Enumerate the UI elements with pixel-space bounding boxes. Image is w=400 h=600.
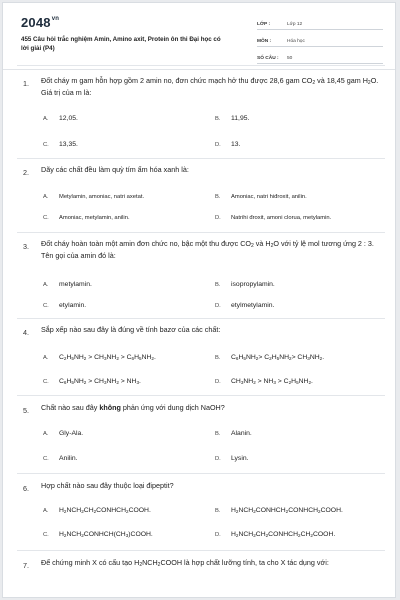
answer-option[interactable] [215, 354, 324, 361]
answer-option[interactable] [43, 194, 144, 200]
answer-option[interactable] [43, 302, 86, 309]
option-letter: A. [43, 282, 49, 288]
document-header [3, 3, 395, 70]
option-letter: B. [215, 282, 221, 288]
option-letter: D. [215, 215, 221, 221]
question-number: 1. [23, 79, 29, 88]
meta-row-mon [257, 34, 383, 47]
question-text: Dãy các chất đều làm quỳ tím ẩm hóa xanh là: [41, 165, 189, 174]
option-text: Amoniac, metylamin, anilin. [59, 215, 130, 221]
option-text: $H_2NCH_2CH_2CONHCH_2COOH$. [59, 507, 151, 514]
question-number: 7. [23, 561, 29, 570]
option-text: $C_2H_5NH_2 > CH_3NH_2 > C_6H_5NH_2$. [59, 354, 156, 361]
question-divider [17, 550, 385, 551]
answer-option[interactable] [43, 141, 78, 148]
option-text: 13,35. [59, 141, 78, 148]
question-divider [17, 65, 385, 66]
answer-option[interactable] [43, 531, 153, 538]
logo-text: 2048 [21, 15, 51, 30]
meta-label-socau: SỐ CÂU : [257, 56, 279, 61]
option-letter: D. [215, 303, 221, 309]
answer-option[interactable] [215, 378, 313, 385]
site-logo[interactable] [21, 15, 59, 30]
option-letter: D. [215, 456, 221, 462]
question-divider [17, 473, 385, 474]
answer-option[interactable] [215, 115, 249, 122]
option-text: 11,95. [231, 115, 250, 122]
answer-option[interactable] [215, 507, 343, 514]
meta-box [257, 17, 383, 68]
option-text: $H_2NCH_2CH_2CONHCH_2CH_2COOH$. [231, 531, 336, 538]
option-text: isopropylamin. [231, 281, 275, 288]
option-text: etylmetylamin. [231, 302, 275, 309]
option-text: 13. [231, 141, 241, 148]
answer-option[interactable] [215, 141, 240, 148]
meta-label-lop: LỚP : [257, 22, 271, 27]
meta-value-socau: 50 [287, 56, 293, 61]
option-text: Lysin. [231, 455, 249, 462]
question-number: 3. [23, 242, 29, 251]
option-letter: C. [43, 142, 49, 148]
option-letter: D. [215, 532, 221, 538]
option-letter: A. [43, 431, 49, 437]
question-text: Hợp chất nào sau đây thuộc loại đipeptit? [41, 481, 174, 490]
question-divider [17, 158, 385, 159]
answer-option[interactable] [43, 455, 78, 462]
option-text: $H_2NCH_2CONHCH(CH_3)COOH$. [59, 531, 153, 538]
document-title: 455 Câu hỏi trắc nghiệm Amin, Amino axit, Protein ôn thi Đại học có lời giải (P4) [21, 36, 221, 52]
option-text: $H_2NCH_2CONHCH_2CONHCH_2COOH$. [231, 507, 343, 514]
option-letter: A. [43, 194, 49, 200]
option-text: Anilin. [59, 455, 78, 462]
answer-option[interactable] [215, 302, 274, 309]
answer-option[interactable] [43, 281, 92, 288]
answer-option[interactable] [43, 215, 130, 221]
answer-option[interactable] [215, 215, 331, 221]
meta-value-lop: Lớp 12 [287, 22, 303, 27]
question-number: 4. [23, 328, 29, 337]
answer-option[interactable] [215, 281, 275, 288]
answer-option[interactable] [215, 430, 252, 437]
meta-value-mon: Hóa học [287, 39, 305, 44]
option-letter: D. [215, 142, 221, 148]
option-letter: C. [43, 215, 49, 221]
question-number: 6. [23, 484, 29, 493]
logo-suffix: vn [51, 16, 60, 22]
option-letter: C. [43, 532, 49, 538]
question-divider [17, 395, 385, 396]
answer-option[interactable] [215, 531, 335, 538]
answer-option[interactable] [43, 354, 156, 361]
question-number: 5. [23, 406, 29, 415]
question-number: 2. [23, 168, 29, 177]
option-text: Metylamin, amoniac, natri axetat. [59, 194, 145, 200]
option-letter: A. [43, 116, 49, 122]
answer-option[interactable] [215, 455, 249, 462]
option-text: Alanin. [231, 430, 252, 437]
option-text: etylamin. [59, 302, 87, 309]
option-letter: C. [43, 379, 49, 385]
answer-option[interactable] [43, 378, 141, 385]
question-text: Đốt cháy hoàn toàn một amin đơn chức no, bậc một thu được $CO_2$ và $H_2O$ với tỷ lệ mol tương ứng 2 : 3. Tên gọi của amin đó là: [41, 239, 374, 260]
option-text: Natrihi đroxit, amoni clorua, metylamin. [231, 215, 332, 221]
option-letter: A. [43, 508, 49, 514]
option-text: Amoniac, natri hiđroxit, anilin. [231, 194, 307, 200]
option-letter: B. [215, 194, 221, 200]
meta-row-socau [257, 51, 383, 64]
question-text: Chất nào sau đây không phản ứng với dung dịch NaOH? [41, 403, 225, 412]
option-text: $CH_3NH_2 > NH_3 > C_2H_5NH_2$. [231, 378, 313, 385]
option-letter: B. [215, 431, 221, 437]
option-text: metylamin. [59, 281, 92, 288]
option-text: $C_6H_5NH_2 > CH_3NH_2 > NH_3$. [59, 378, 141, 385]
answer-option[interactable] [215, 194, 307, 200]
option-letter: D. [215, 379, 221, 385]
option-text: Gly-Ala. [59, 430, 84, 437]
option-letter: C. [43, 456, 49, 462]
option-letter: B. [215, 116, 221, 122]
option-text: $C_6H_5NH_2> C_2H_5NH_2> CH_3NH_2$. [231, 354, 325, 361]
answer-option[interactable] [43, 507, 151, 514]
question-divider [17, 232, 385, 233]
option-letter: B. [215, 508, 221, 514]
document-page [2, 2, 396, 598]
question-divider [17, 318, 385, 319]
meta-row-lop [257, 17, 383, 30]
question-text: Sắp xếp nào sau đây là đúng về tính bazơ của các chất: [41, 325, 221, 334]
option-letter: C. [43, 303, 49, 309]
answer-option[interactable] [43, 115, 78, 122]
option-letter: A. [43, 355, 49, 361]
option-text: 12,05. [59, 115, 78, 122]
answer-option[interactable] [43, 430, 83, 437]
option-letter: B. [215, 355, 221, 361]
question-text: Để chứng minh X có cấu tạo $H_2NCH_2COOH$ là hợp chất lưỡng tính, ta cho X tác dụng với: [41, 558, 329, 568]
question-text: Đốt cháy m gam hỗn hợp gồm 2 amin no, đơn chức mạch hở thu được 28,6 gam $CO_2$ và 18,45 gam $H_2O$. Giá trị của m là: [41, 76, 379, 97]
meta-label-mon: MÔN : [257, 39, 272, 44]
